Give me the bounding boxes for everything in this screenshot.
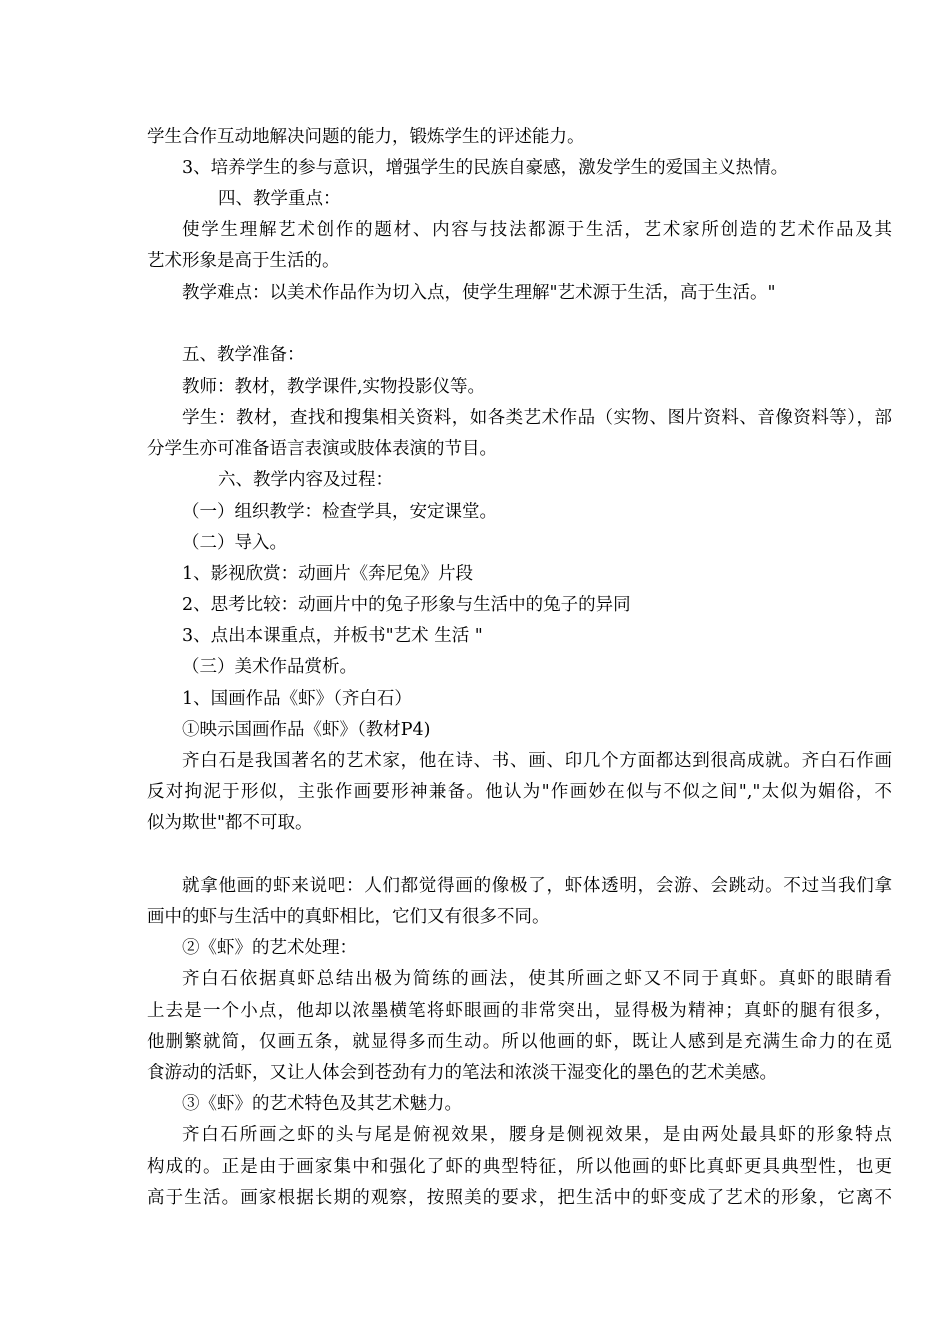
text-line: ①映示国画作品《虾》（教材P4) <box>182 720 431 740</box>
text-line: 齐白石所画之虾的头与尾是俯视效果，腰身是侧视效果，是由两处最具虾的形象特点 <box>182 1125 892 1145</box>
text-line: ②《虾》的艺术处理： <box>182 938 357 958</box>
text-line: 似为欺世"都不可取。 <box>147 813 313 833</box>
text-line: 画中的虾与生活中的真虾相比，它们又有很多不同。 <box>147 907 550 927</box>
text-line: 1、影视欣赏：动画片《奔尼兔》片段 <box>182 564 474 584</box>
section-heading: 四、教学重点： <box>218 189 341 209</box>
text-line: 反对拘泥于形似，主张作画要形神兼备。他认为"作画妙在似与不似之间","太似为媚俗，不 <box>147 782 892 802</box>
text-line: 他删繁就简，仅画五条，就显得多而生动。所以他画的虾，既让人感到是充满生命力的在觅 <box>147 1032 892 1052</box>
text-line: 齐白石是我国著名的艺术家，他在诗、书、画、印几个方面都达到很高成就。齐白石作画 <box>182 751 892 771</box>
text-line: 使学生理解艺术创作的题材、内容与技法都源于生活，艺术家所创造的艺术作品及其 <box>182 220 892 240</box>
section-heading: 六、教学内容及过程： <box>218 470 393 490</box>
text-line: （三）美术作品赏析。 <box>182 657 357 677</box>
text-line: 教师：教材，教学课件,实物投影仪等。 <box>182 377 486 397</box>
text-line: 3、点出本课重点，并板书"艺术 生活 " <box>182 626 483 646</box>
text-line: 2、思考比较：动画片中的兔子形象与生活中的兔子的异同 <box>182 595 631 615</box>
text-line: 教学难点：以美术作品作为切入点，使学生理解"艺术源于生活，高于生活。" <box>182 283 776 303</box>
section-heading: 五、教学准备： <box>182 345 305 365</box>
text-line: 齐白石依据真虾总结出极为简练的画法，使其所画之虾又不同于真虾。真虾的眼睛看 <box>182 969 892 989</box>
text-line: 高于生活。画家根据长期的观察，按照美的要求，把生活中的虾变成了艺术的形象，它离不 <box>147 1188 892 1208</box>
text-line: ③《虾》的艺术特色及其艺术魅力。 <box>182 1094 462 1114</box>
text-line: 3、培养学生的参与意识，增强学生的民族自豪感，激发学生的爱国主义热情。 <box>182 158 789 178</box>
text-line: 就拿他画的虾来说吧：人们都觉得画的像极了，虾体透明，会游、会跳动。不过当我们拿 <box>182 876 892 896</box>
text-line: （二）导入。 <box>182 533 287 553</box>
text-line: 学生：教材，查找和搜集相关资料，如各类艺术作品（实物、图片资料、音像资料等），部 <box>182 408 892 428</box>
text-line: 上去是一个小点，他却以浓墨横笔将虾眼画的非常突出，显得极为精神；真虾的腿有很多， <box>147 1001 892 1021</box>
text-line: 构成的。正是由于画家集中和强化了虾的典型特征，所以他画的虾比真虾更具典型性，也更 <box>147 1157 892 1177</box>
text-line: 食游动的活虾，又让人体会到苍劲有力的笔法和浓淡干湿变化的墨色的艺术美感。 <box>147 1063 777 1083</box>
text-line: 艺术形象是高于生活的。 <box>147 251 340 271</box>
text-line: 分学生亦可准备语言表演或肢体表演的节目。 <box>147 439 497 459</box>
text-line: 1、国画作品《虾》（齐白石） <box>182 689 412 709</box>
text-line: 学生合作互动地解决问题的能力，锻炼学生的评述能力。 <box>147 127 585 147</box>
text-line: （一）组织教学：检查学具，安定课堂。 <box>182 502 497 522</box>
